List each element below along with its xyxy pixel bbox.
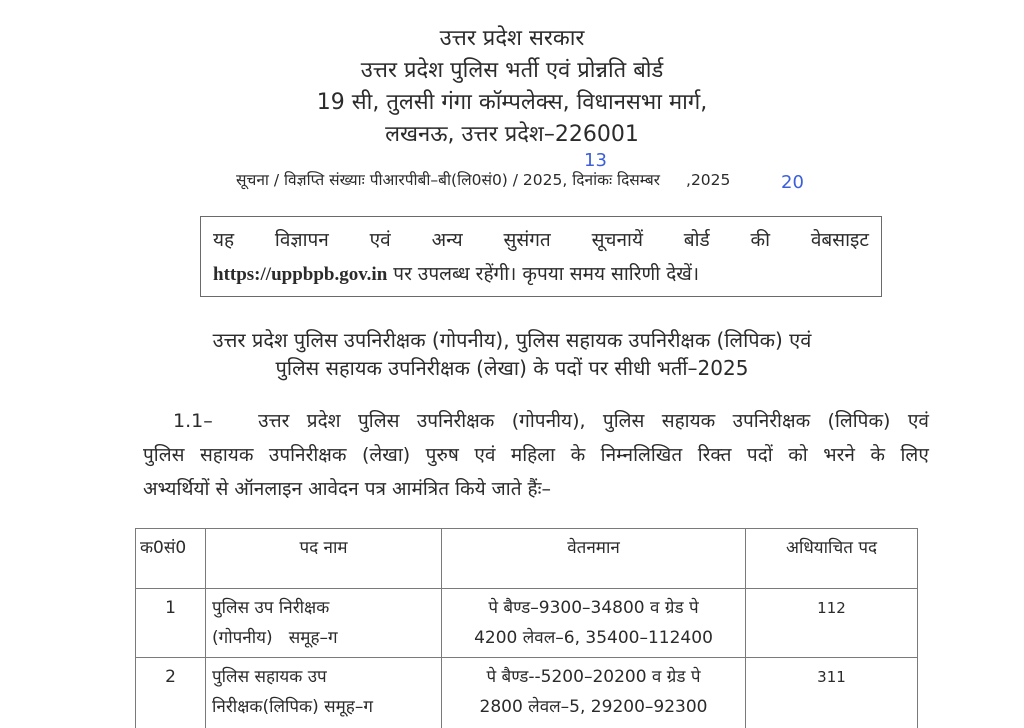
header-requisitioned-posts: अधियाचित पद	[746, 529, 918, 589]
section-number: 1.1–	[173, 410, 213, 432]
serial-no: 1	[136, 589, 206, 658]
table-row	[136, 589, 918, 658]
table-row	[136, 658, 918, 728]
notice-reference	[236, 168, 730, 190]
post-name: पुलिस उप निरीक्षक (गोपनीय) समूह–ग	[206, 589, 442, 658]
pay-scale: पे बैण्ड–9300–34800 व ग्रेड पे 4200 लेवल–6, 35400–112400	[442, 589, 746, 658]
pay-scale: पे बैण्ड--5200–20200 व ग्रेड पे 2800 लेवल–5, 29200–92300	[442, 658, 746, 728]
handwritten-notice-number: 13	[584, 150, 607, 171]
handwritten-date-day: 20	[781, 172, 804, 193]
requisitioned-count: 112	[746, 589, 918, 658]
recruitment-title-line1: उत्तर प्रदेश पुलिस उपनिरीक्षक (गोपनीय), पुलिस सहायक उपनिरीक्षक (लिपिक) एवं	[212, 328, 812, 352]
notice-ref-prefix: सूचना / विज्ञप्ति संख्याः पीआरपीबी–बी(लि0सं0)	[236, 171, 508, 189]
post-name: पुलिस सहायक उप निरीक्षक(लिपिक) समूह–ग	[206, 658, 442, 728]
paragraph-line3: अभ्यर्थियों से ऑनलाइन आवेदन पत्र आमंत्रित किये जाते हैंः–	[143, 478, 551, 500]
notice-box-line2: https://uppbpb.gov.in पर उपलब्ध रहेंगी। कृपया समय सारिणी देखें।	[213, 263, 700, 285]
header-serial-no: क0सं0	[136, 529, 206, 589]
header-post-name: पद नाम	[206, 529, 442, 589]
recruitment-title-line2: पुलिस सहायक उपनिरीक्षक (लेखा) के पदों पर सीधी भर्ती–2025	[275, 356, 749, 380]
header-pay-scale: वेतनमान	[442, 529, 746, 589]
table-header-row	[136, 529, 918, 589]
notice-ref-suffix: / 2025, दिनांकः दिसम्बर	[507, 171, 661, 189]
requisitioned-count: 311	[746, 658, 918, 728]
vacancy-table	[135, 528, 918, 728]
header-city: लखनऊ, उत्तर प्रदेश–226001	[385, 122, 639, 147]
paragraph-line1: 1.1– उत्तर प्रदेश पुलिस उपनिरीक्षक (गोपनीय), पुलिस सहायक उपनिरीक्षक (लिपिक) एवं	[143, 404, 929, 438]
section-1-1-paragraph	[143, 404, 929, 506]
website-notice-box	[200, 216, 882, 297]
serial-no: 2	[136, 658, 206, 728]
header-government: उत्तर प्रदेश सरकार	[439, 26, 585, 51]
header-board-name: उत्तर प्रदेश पुलिस भर्ती एवं प्रोन्नति बोर्ड	[360, 58, 664, 83]
notice-box-line1: यह विज्ञापन एवं अन्य सुसंगत सूचनायें बोर्ड की वेबसाइट	[213, 229, 869, 251]
website-link[interactable]: https://uppbpb.gov.in	[213, 264, 388, 285]
header-address: 19 सी, तुलसी गंगा कॉम्पलेक्स, विधानसभा मार्ग,	[316, 90, 708, 115]
paragraph-line2: पुलिस सहायक उपनिरीक्षक (लेखा) पुरुष एवं महिला के निम्नलिखित रिक्त पदों को भरने के लिए	[143, 444, 929, 466]
notice-ref-year: ,2025	[686, 171, 731, 189]
